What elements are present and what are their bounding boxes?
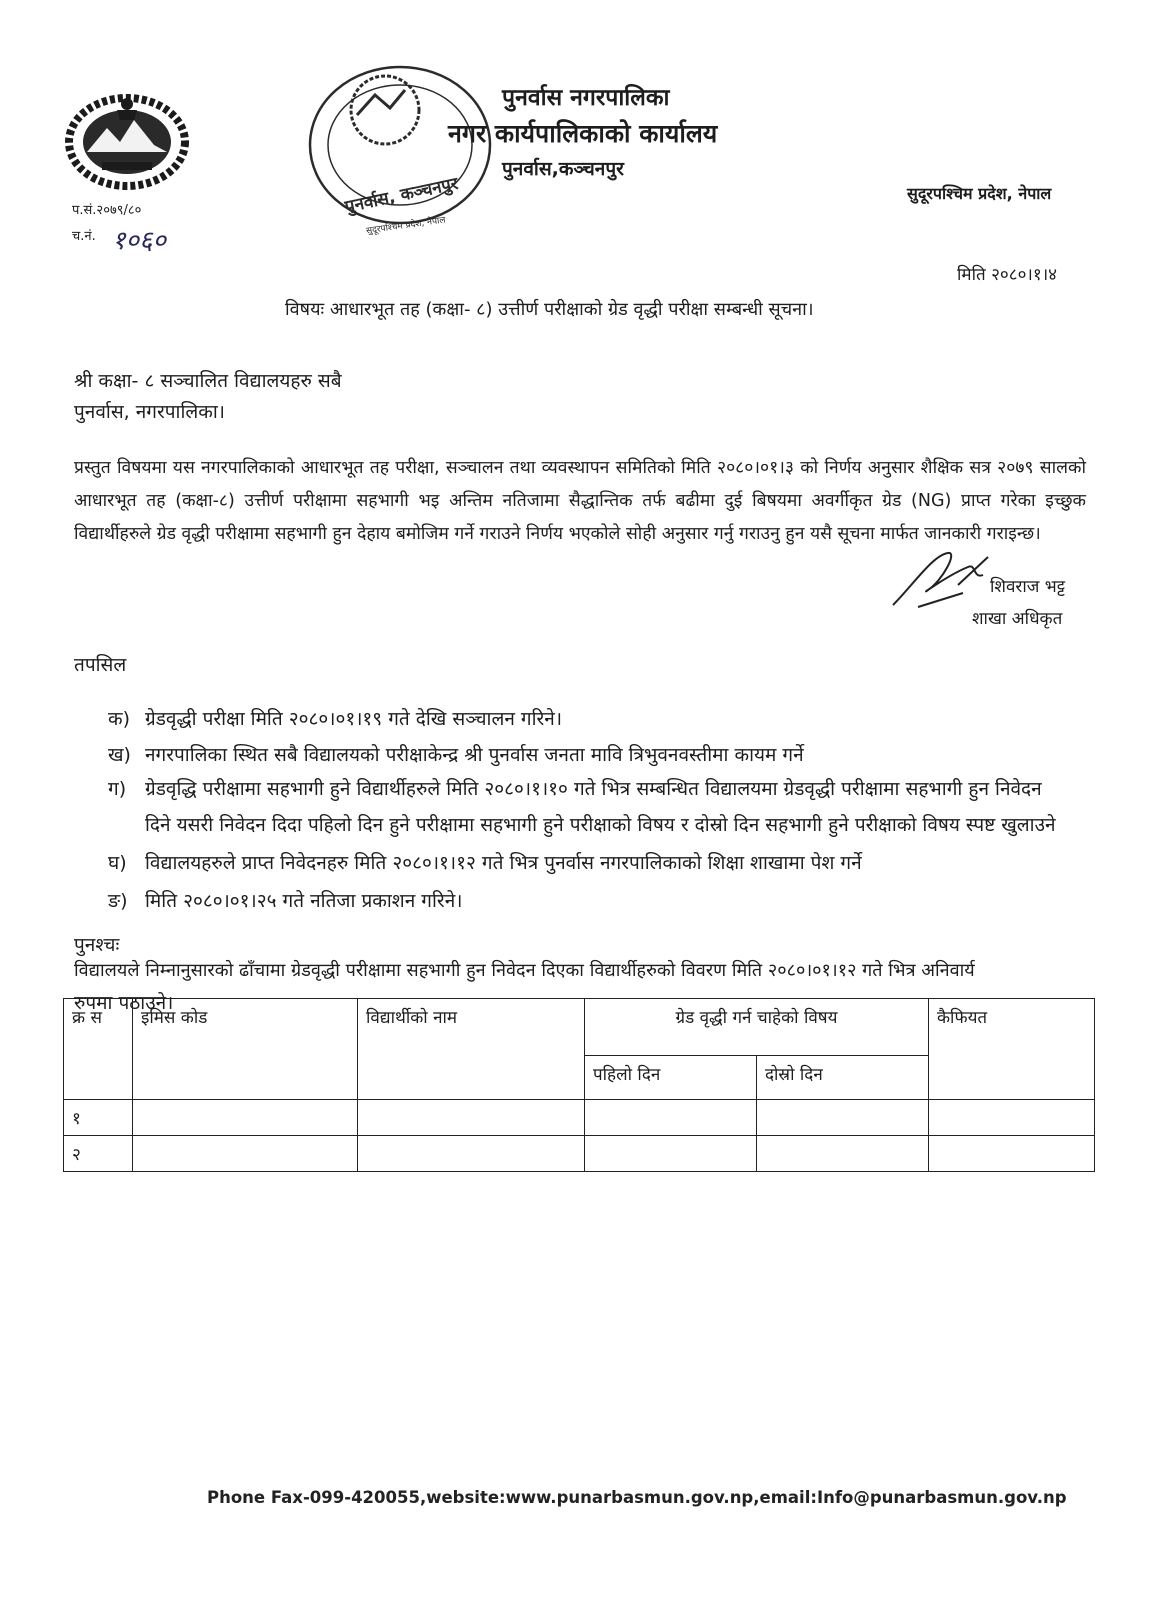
row-serial: २ — [64, 1136, 133, 1172]
office-title: नगर कार्यपालिकाको कार्यालय — [448, 119, 718, 148]
list-item-label: ख) — [108, 744, 131, 766]
addressee-line2: पुनर्वास, नगरपालिका। — [74, 401, 225, 423]
list-item-text: ग्रेडवृद्धि परीक्षामा सहभागी हुने विद्यार्थीहरुले मिति २०८०।१।१० गते भित्र सम्बन्धित विद्यालयमा ग्रेडवृद्धी परीक्षामा सहभागी हुन निवेदन — [145, 778, 1042, 800]
cell-first-day[interactable] — [585, 1100, 757, 1136]
list-item-text: नगरपालिका स्थित सबै विद्यालयको परीक्षाकेन्द्र श्री पुनर्वास जनता मावि त्रिभुवनवस्तीमा कायम गर्ने — [145, 744, 804, 766]
cell-emis[interactable] — [133, 1100, 358, 1136]
postscript-line2: रुपमा पठाउने। — [74, 992, 174, 1014]
body-paragraph: प्रस्तुत विषयमा यस नगरपालिकाको आधारभूत तह परीक्षा, सञ्चालन तथा व्यवस्थापन समितिको मिति २०८०।०१।३ को निर्णय अनुसार शैक्षिक सत्र २०७९ सालको आधारभूत तह (कक्षा-८) उत्तीर्ण परीक्षामा सहभागी भइ अन्तिम नतिजामा सैद्धान्तिक तर्फ बढीमा दुई बिषयमा अवर्गीकृत ग्रेड (NG) प्राप्त गरेका इच्छुक विद्यार्थीहरुले ग्रेड वृद्धी परीक्षामा सहभागी हुन देहाय बमोजिम गर्ने गराउने निर्णय भएकोले सोही अनुसार गर्नु गराउनु हुन यसै सूचना मार्फत जानकारी गराइन्छ। — [74, 458, 1086, 544]
signatory-title: शाखा अधिकृत — [972, 609, 1063, 629]
stamp-subtext: सुदूरपश्चिम प्रदेश, नेपाल — [365, 215, 447, 235]
header-serial: क्र स — [64, 999, 133, 1100]
dispatch-number-handwritten: १०६० — [112, 226, 167, 256]
nepal-emblem-icon — [62, 90, 192, 195]
list-item-text: मिति २०८०।०१।२५ गते नतिजा प्रकाशन गरिने। — [145, 890, 463, 912]
letter-date: मिति २०८०।१।४ — [957, 265, 1057, 285]
addressee-line1: श्री कक्षा- ८ सञ्चालित विद्यालयहरु सबै — [74, 370, 342, 392]
cell-first-day[interactable] — [585, 1136, 757, 1172]
table-header-row — [64, 999, 1095, 1056]
list-item-continuation: दिने यसरी निवेदन दिदा पहिलो दिन हुने परीक्षामा सहभागी हुने परीक्षाको विषय र दोस्रो दिन सहभागी हुने परीक्षाको विषय स्पष्ट खुलाउने — [145, 814, 1056, 836]
list-item-label: ग) — [108, 778, 127, 800]
cell-remarks[interactable] — [929, 1136, 1095, 1172]
cell-emis[interactable] — [133, 1136, 358, 1172]
header-subject-group: ग्रेड वृद्धी गर्न चाहेको विषय — [585, 999, 929, 1056]
list-item-label: ङ) — [108, 890, 128, 912]
header-remarks: कैफियत — [929, 999, 1095, 1100]
list-item-label: क) — [108, 708, 131, 730]
postscript-label: पुनश्चः — [74, 934, 120, 956]
list-item-text: ग्रेडवृद्धी परीक्षा मिति २०८०।०१।१९ गते देखि सञ्चालन गरिने। — [145, 708, 563, 730]
office-address: पुनर्वास,कञ्चनपुर — [502, 158, 624, 180]
letter-subject: विषयः आधारभूत तह (कक्षा- ८) उत्तीर्ण परीक्षाको ग्रेड वृद्धी परीक्षा सम्बन्धी सूचना। — [285, 299, 814, 320]
cell-second-day[interactable] — [757, 1136, 929, 1172]
cell-second-day[interactable] — [757, 1100, 929, 1136]
header-second-day: दोस्रो दिन — [757, 1056, 929, 1100]
stamp-text: पुनर्वास, कञ्चनपुर — [343, 173, 460, 218]
office-name: पुनर्वास नगरपालिका — [502, 85, 670, 111]
row-serial: १ — [64, 1100, 133, 1136]
signature-mark — [888, 545, 998, 615]
cell-remarks[interactable] — [929, 1100, 1095, 1136]
table-row — [64, 1100, 1095, 1136]
header-first-day: पहिलो दिन — [585, 1056, 757, 1100]
cell-student-name[interactable] — [358, 1100, 585, 1136]
footer-contact: Phone Fax-099-420055,website:www.punarbasmun.gov.np,email:Info@punarbasmun.gov.np — [207, 1488, 1067, 1507]
reference-number: प.सं.२०७९/८० — [72, 203, 142, 218]
cell-student-name[interactable] — [358, 1136, 585, 1172]
header-student-name: विद्यार्थीको नाम — [358, 999, 585, 1100]
list-item-label: घ) — [108, 852, 127, 874]
details-heading: तपसिल — [74, 654, 127, 676]
list-item-text: विद्यालयहरुले प्राप्त निवेदनहरु मिति २०८०।१।१२ गते भित्र पुनर्वास नगरपालिकाको शिक्षा शाखामा पेश गर्ने — [145, 852, 862, 874]
signatory-name: शिवराज भट्ट — [990, 577, 1066, 597]
table-row — [64, 1136, 1095, 1172]
student-form-table — [63, 998, 1095, 1172]
header-emis-code: इमिस कोड — [133, 999, 358, 1100]
dispatch-label: च.नं. — [72, 229, 96, 244]
province-label: सुदूरपश्चिम प्रदेश, नेपाल — [907, 184, 1052, 203]
postscript-line1: विद्यालयले निम्नानुसारको ढाँचामा ग्रेडवृद्धी परीक्षामा सहभागी हुन निवेदन दिएका विद्यार्थीहरुको विवरण मिति २०८०।०१।१२ गते भित्र अनिवार्य — [74, 960, 975, 981]
